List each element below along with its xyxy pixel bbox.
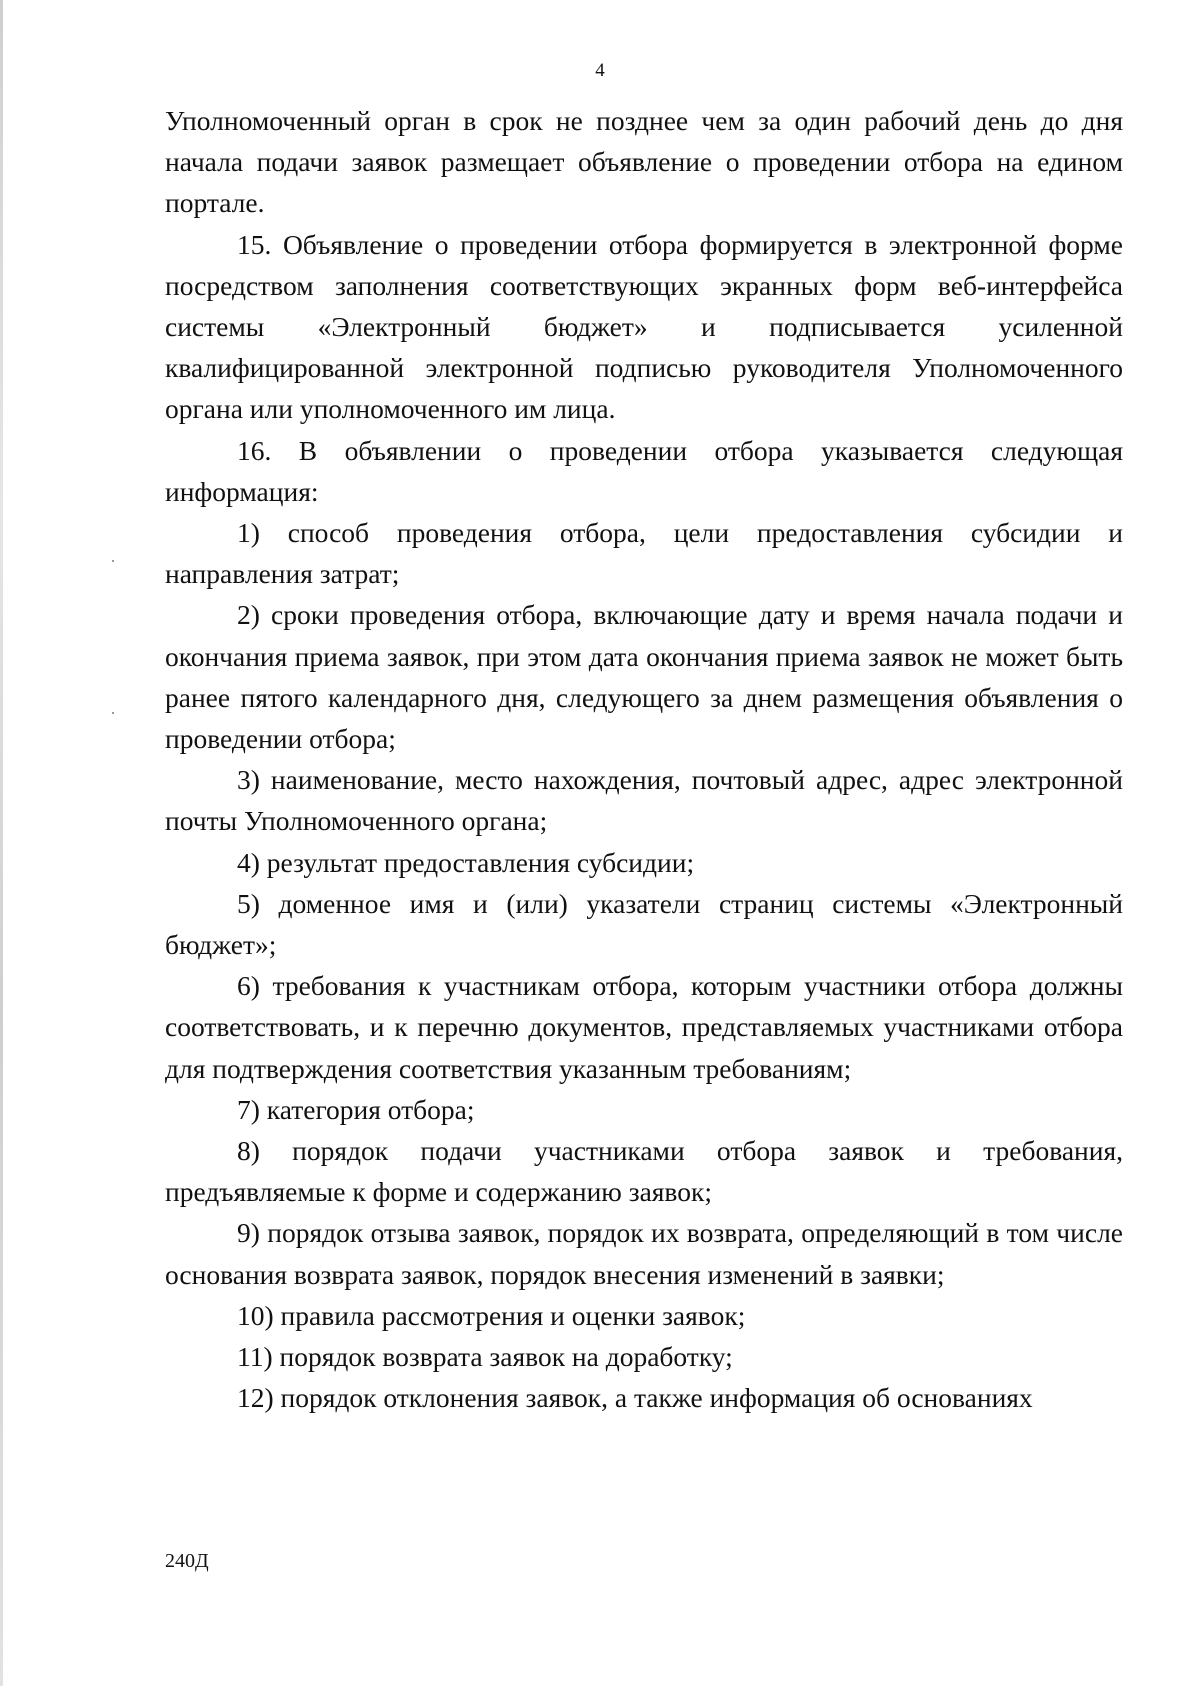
list-item: 7) категория отбора; [237, 1093, 475, 1125]
list-item: 11) порядок возврата заявок на доработку; [237, 1341, 733, 1373]
paragraph-item-15: 15. Объявление о проведении отбора формируется в электронной форме посредством заполнения соответствующих экранных форм веб-интерфейса системы «Электронный бюджет» и подписывается усиленной квалифицированной электронной подписью руководителя Уполномоченного органа или уполномоченного им лица. [165, 228, 1123, 425]
list-item: 2) сроки проведения отбора, включающие дату и время начала подачи и окончания приема заявок, при этом дата окончания приема заявок не может быть ранее пятого календарного дня, следующего за днем размещения объявления о проведении отбора; [165, 599, 1123, 755]
document-body [165, 100, 1123, 1419]
list-item: 10) правила рассмотрения и оценки заявок; [237, 1299, 746, 1331]
list-item: 1) способ проведения отбора, цели предоставления субсидии и направления затрат; [165, 517, 1123, 590]
list-item: 6) требования к участникам отбора, которым участники отбора должны соответствовать, и к перечню документов, представляемых участниками отбора для подтверждения соответствия указанным требованиям; [165, 970, 1123, 1084]
paragraph-item-16: 16. В объявлении о проведении отбора указывается следующая информация: [165, 434, 1123, 507]
list-item: 3) наименование, место нахождения, почтовый адрес, адрес электронной почты Уполномоченного органа; [165, 764, 1123, 837]
margin-mark [112, 560, 114, 562]
scan-edge [0, 0, 3, 1686]
footer-code: 240Д [165, 1550, 209, 1572]
margin-mark [112, 712, 114, 714]
list-item: 12) порядок отклонения заявок, а также информация об основаниях [237, 1382, 1033, 1414]
list-item: 8) порядок подачи участниками отбора заявок и требования, предъявляемые к форме и содержанию заявок; [165, 1135, 1123, 1208]
paragraph: Уполномоченный орган в срок не позднее чем за один рабочий день до дня начала подачи заявок размещает объявление о проведении отбора на едином портале. [165, 105, 1123, 219]
list-item: 5) доменное имя и (или) указатели страниц системы «Электронный бюджет»; [165, 887, 1123, 961]
list-item: 9) порядок отзыва заявок, порядок их возврата, определяющий в том числе основания возврата заявок, порядок внесения изменений в заявки; [165, 1217, 1123, 1290]
page-number: 4 [595, 60, 605, 81]
list-item: 4) результат предоставления субсидии; [237, 846, 695, 878]
